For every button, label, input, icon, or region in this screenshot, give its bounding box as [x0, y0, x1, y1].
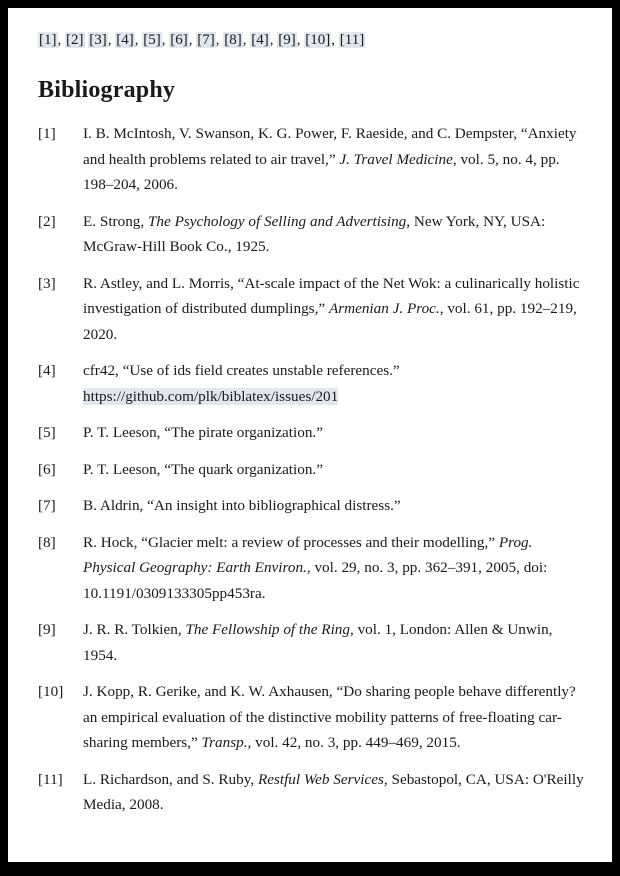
- entry-text: [83, 679, 586, 756]
- bibliography-entry: [38, 209, 586, 260]
- entry-text: [83, 530, 586, 607]
- entry-label: [4]: [38, 362, 56, 379]
- bibliography-entry: [38, 617, 586, 668]
- bibliography-entry: [38, 420, 586, 446]
- bibliography-entry: [38, 271, 586, 348]
- entry-text: [83, 617, 586, 668]
- citation-separator: ,: [188, 32, 197, 48]
- citation-ref[interactable]: [9]: [278, 32, 296, 48]
- entry-text-segment: L. Richardson, and S. Ruby,: [83, 770, 258, 788]
- citation-separator: ,: [215, 32, 224, 48]
- entry-label: [11]: [38, 770, 63, 788]
- entry-text-segment: P. T. Leeson, “The pirate organization.”: [83, 424, 323, 441]
- entry-label: [2]: [38, 212, 56, 230]
- document-page: [8, 8, 612, 862]
- entry-text: [83, 121, 586, 198]
- entry-text-segment: , vol. 1, London: Allen & Unwin, 1954.: [83, 621, 553, 664]
- bibliography-heading: Bibliography: [38, 77, 176, 103]
- entry-text-segment: , Sebastopol, CA, USA: O'Reilly Media, 2008.: [83, 770, 584, 813]
- entry-title-italic: J. Travel Medicine: [339, 150, 453, 168]
- citation-ref[interactable]: [4]: [116, 32, 134, 48]
- entry-text-segment: cfr42, “Use of ids field creates unstable references.”: [83, 362, 400, 379]
- entry-text-segment: , vol. 29, no. 3, pp. 362–391, 2005, doi: 10.1191/0309133305pp453ra.: [83, 559, 548, 602]
- citation-separator: ,: [331, 32, 339, 48]
- entry-text-segment: J. Kopp, R. Gerike, and K. W. Axhausen, “Do sharing people behave differently? an empirical evaluation of the distinctive mobility patterns of free-floating car-sharing members,”: [83, 683, 576, 751]
- entry-text: [83, 457, 586, 483]
- bibliography-entry: [38, 767, 586, 818]
- bibliography-entry: [38, 493, 586, 519]
- entry-text-segment: R. Astley, and L. Morris, “At-scale impact of the Net Wok: a culinarically holistic investigation of distributed dumplings,”: [83, 274, 580, 317]
- citation-ref[interactable]: [8]: [224, 32, 242, 48]
- citation-ref[interactable]: [1]: [39, 32, 57, 48]
- entry-text-segment: E. Strong,: [83, 212, 148, 230]
- entry-text: [83, 767, 586, 818]
- entry-text: [83, 420, 586, 446]
- citation-ref[interactable]: [5]: [143, 32, 161, 48]
- entry-text: [83, 493, 586, 519]
- citation-line: [38, 28, 586, 52]
- bibliography-entry: [38, 358, 586, 409]
- bibliography-entry: [38, 457, 586, 483]
- citation-separator: ,: [161, 32, 170, 48]
- entry-title-italic: Armenian J. Proc.: [328, 300, 440, 317]
- entry-text-segment: R. Hock, “Glacier melt: a review of processes and their modelling,”: [83, 533, 499, 551]
- entry-text: [83, 209, 586, 260]
- entry-text-segment: P. T. Leeson, “The quark organization.”: [83, 460, 323, 478]
- entry-title-italic: The Psychology of Selling and Advertising: [147, 212, 407, 230]
- entry-text-segment: , vol. 42, no. 3, pp. 449–469, 2015.: [247, 734, 461, 751]
- entry-title-italic: Prog. Physical Geography: Earth Environ.: [83, 533, 533, 576]
- entry-title-italic: The Fellowship of the Ring: [185, 621, 350, 638]
- entry-url-link[interactable]: https://github.com/plk/biblatex/issues/201: [83, 387, 339, 405]
- citation-separator: ,: [242, 32, 251, 48]
- citation-separator: ,: [296, 32, 305, 48]
- citation-separator: ,: [107, 32, 116, 48]
- entry-label: [1]: [38, 125, 56, 142]
- entry-text-segment: B. Aldrin, “An insight into bibliographical distress.”: [83, 497, 401, 514]
- bibliography-list: [38, 121, 586, 818]
- entry-text: [83, 271, 586, 348]
- citation-separator: ,: [134, 32, 143, 48]
- bibliography-entry: [38, 679, 586, 756]
- citation-ref[interactable]: [7]: [197, 32, 215, 48]
- entry-text-segment: , vol. 5, no. 4, pp. 198–204, 2006.: [83, 150, 560, 193]
- entry-text-segment: J. R. R. Tolkien,: [83, 621, 186, 638]
- citation-ref[interactable]: [6]: [170, 32, 188, 48]
- citation-separator: ,: [269, 32, 278, 48]
- citation-ref[interactable]: [3]: [89, 32, 107, 48]
- entry-text: [83, 358, 586, 409]
- citation-ref[interactable]: [4]: [251, 32, 269, 48]
- entry-label: [3]: [38, 274, 56, 292]
- citation-separator: ,: [57, 32, 65, 48]
- citation-ref[interactable]: [10]: [305, 32, 331, 48]
- entry-label: [6]: [38, 460, 56, 478]
- entry-text-segment: , vol. 61, pp. 192–219, 2020.: [83, 300, 577, 343]
- entry-label: [9]: [38, 621, 56, 638]
- entry-text-segment: , New York, NY, USA: McGraw-Hill Book Co., 1925.: [83, 212, 546, 255]
- entry-label: [10]: [38, 683, 64, 700]
- entry-title-italic: Transp.: [201, 734, 248, 751]
- entry-title-italic: Restful Web Services: [257, 770, 384, 788]
- bibliography-entry: [38, 121, 586, 198]
- entry-label: [7]: [38, 497, 56, 514]
- citation-ref[interactable]: [2]: [66, 32, 84, 48]
- entry-label: [8]: [38, 533, 56, 551]
- entry-text-segment: I. B. McIntosh, V. Swanson, K. G. Power, F. Raeside, and C. Dempster, “Anxiety and health problems related to air travel,”: [83, 125, 577, 168]
- entry-label: [5]: [38, 424, 56, 441]
- citation-ref[interactable]: [11]: [339, 32, 365, 48]
- bibliography-entry: [38, 530, 586, 607]
